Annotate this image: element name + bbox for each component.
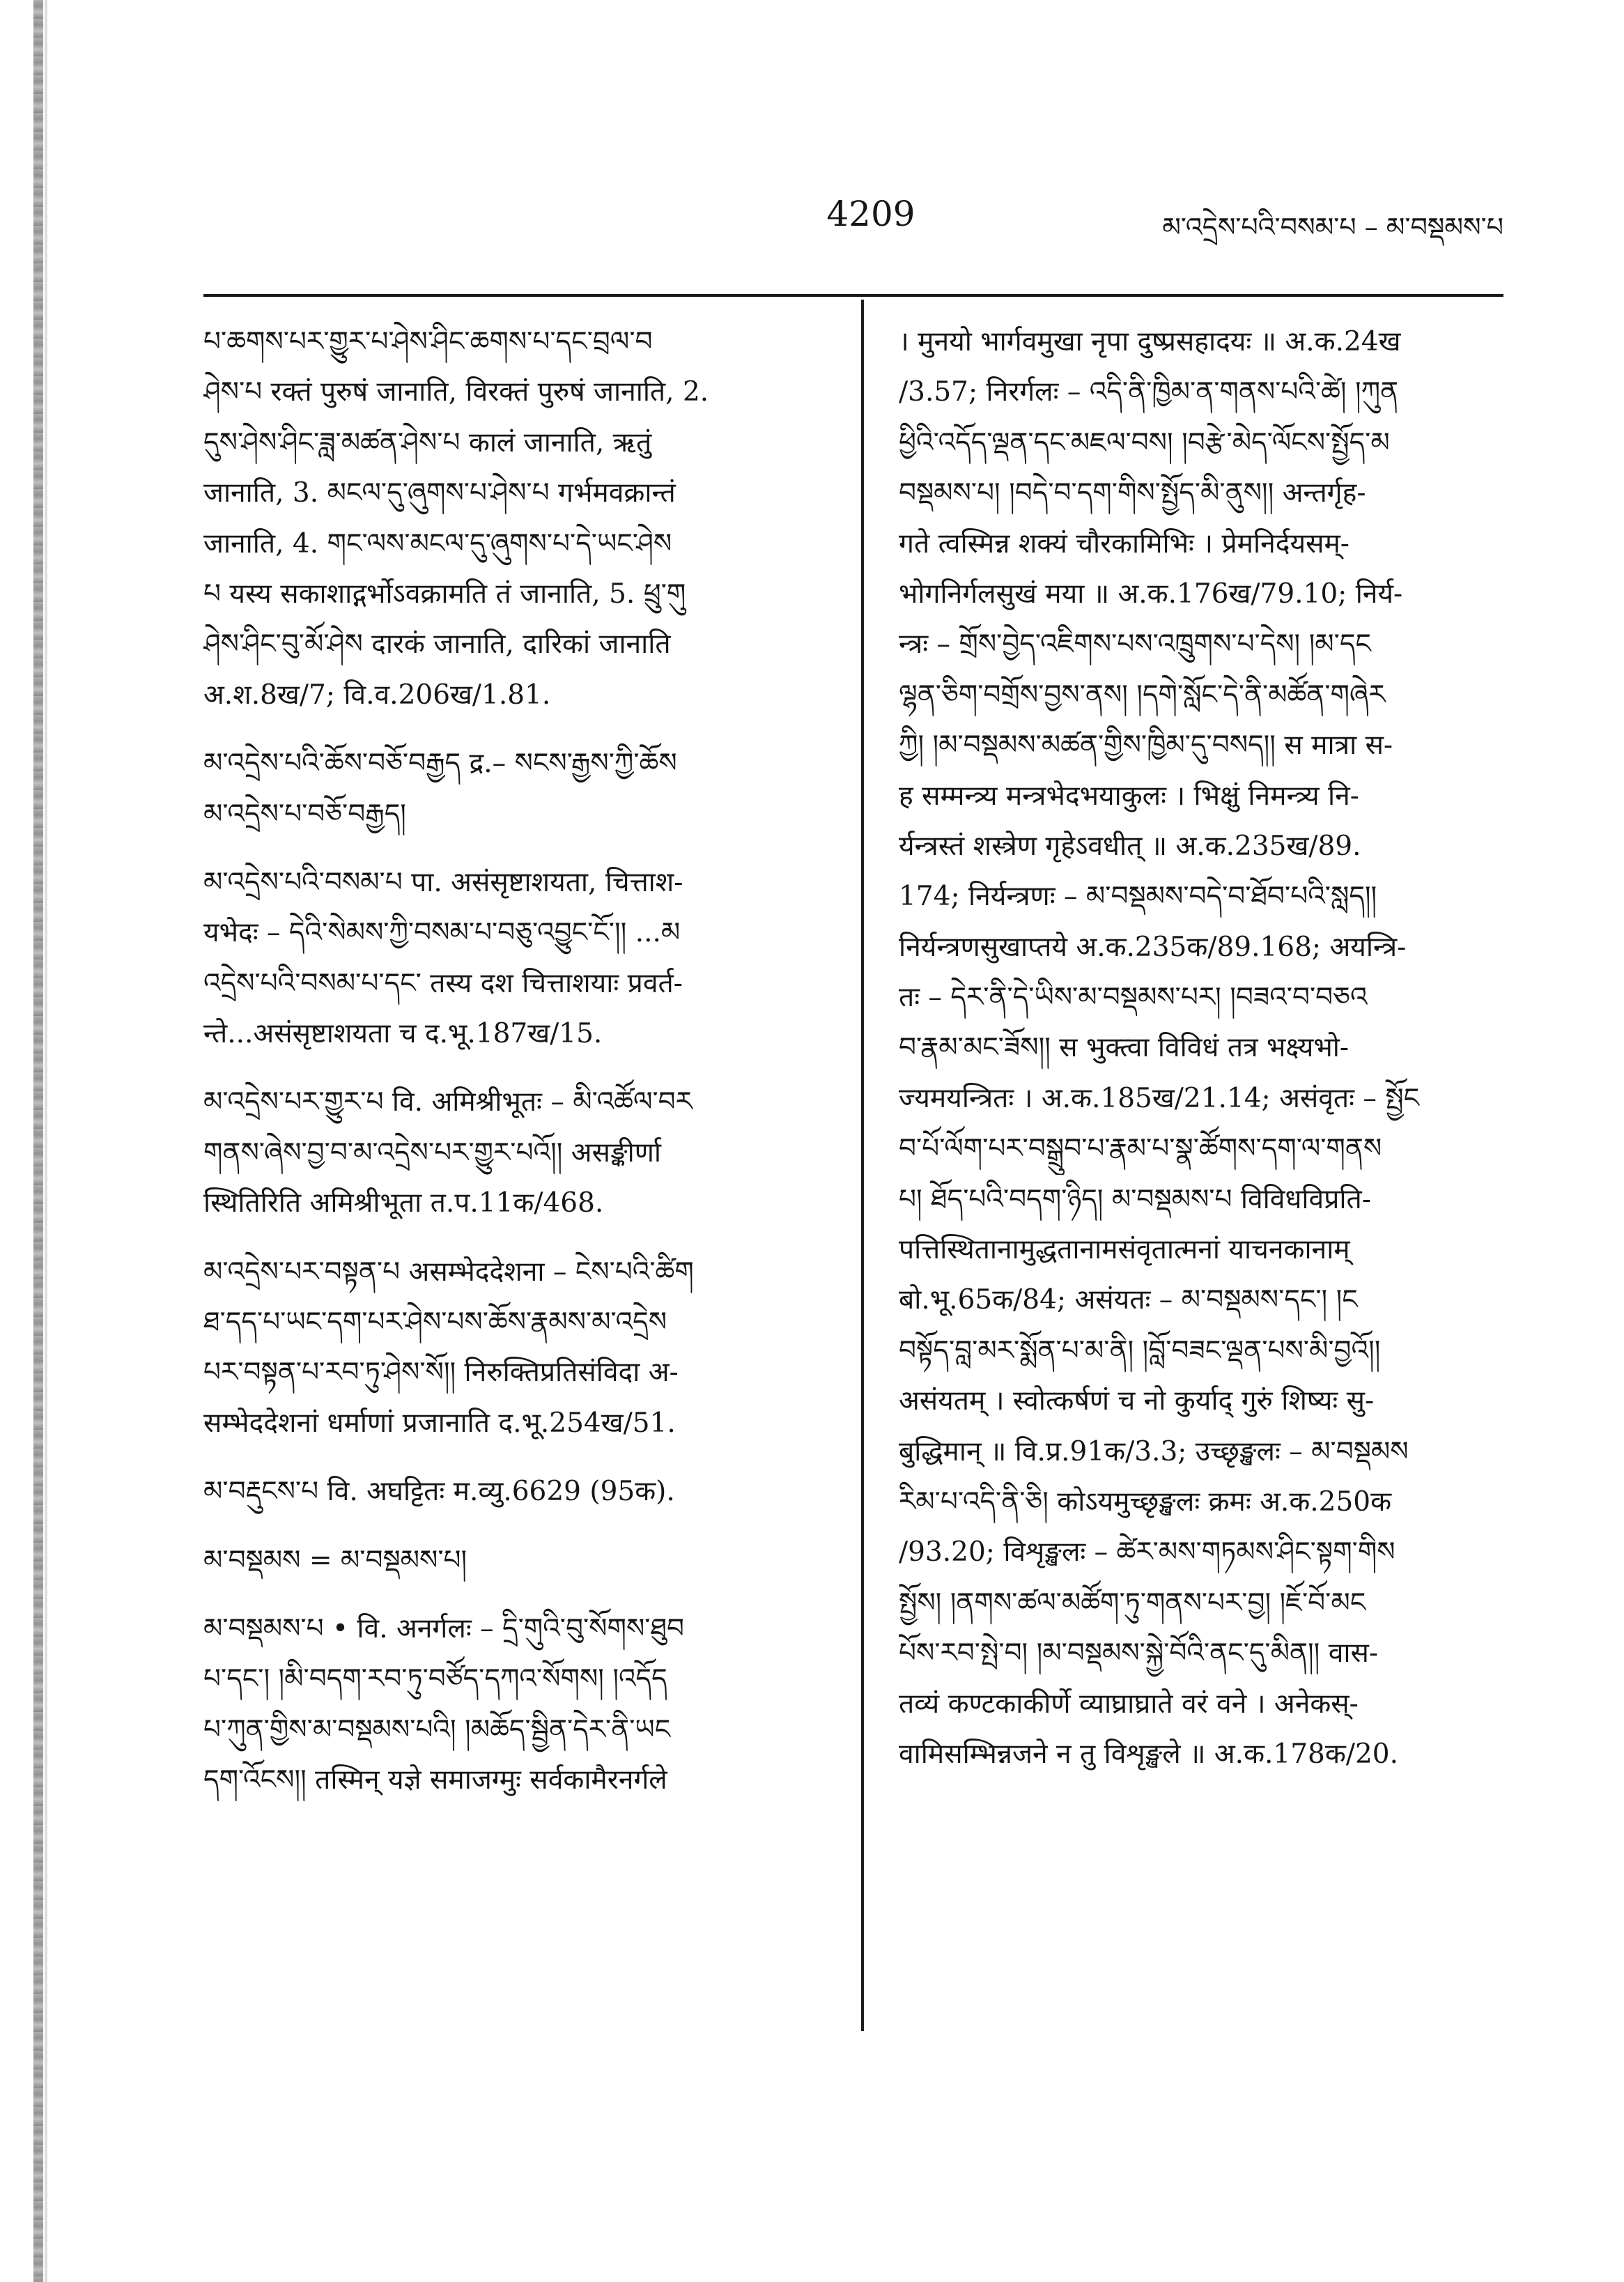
column-divider [861, 300, 864, 2031]
entry-line: མ་འདྲེས་པའི་ཆོས་བཅོ་བརྒྱད द्र.– སངས་རྒྱས་ཀྱི་ཆོས [203, 748, 677, 780]
entry-line: དུས་ཤེས་ཤིང་ཟླ་མཚན་ཤེས་པ कालं जानाति, ऋतुं [203, 426, 652, 458]
entry-line: ह सम्मन्त्र्य मन्त्रभेदभयाकुलः । भिक्षुं निमन्त्र्य नि- [899, 780, 1359, 812]
dictionary-entry [203, 739, 830, 840]
entry-gap [203, 1586, 830, 1604]
dictionary-entry [203, 1247, 830, 1449]
dictionary-entry [203, 1604, 830, 1806]
entry-line: ཐ་དད་པ་ཡང་དག་པར་ཤེས་པས་ཆོས་རྣམས་མ་འདྲེས [203, 1306, 667, 1339]
entry-line: ज्यमयन्त्रितः । अ.क.185ख/21.14; असंवृतः – སྤྱོང [899, 1082, 1420, 1114]
header-rule [203, 294, 1503, 297]
entry-line: स्थितिरिति अमिश्रीभूता त.प.11क/468. [203, 1187, 604, 1219]
entry-line: མ་འདྲེས་པར་བསྟན་པ असम्भेददेशना – ངེས་པའི་ཚིག [203, 1256, 694, 1288]
entry-line: जानाति, 3. མངལ་དུ་ཞུགས་པ་ཤེས་པ गर्भमवक्रान्तं [203, 477, 676, 509]
dictionary-entry [203, 1536, 830, 1586]
entry-line: མ་བསྡམས་པ • वि. अनर्गलः – དྲི་གུའི་བུ་སོགས་ཐུབ [203, 1612, 685, 1644]
entry-line: बो.भू.65क/84; असंयतः – མ་བསྡམས་དང་། །ང [899, 1284, 1358, 1316]
dictionary-entry [899, 317, 1517, 1780]
entry-gap [203, 720, 830, 739]
entry-line: 174; निर्यन्त्रणः – མ་བསྡམས་བདེ་བ་ཐོབ་པའི་སླད།། [899, 881, 1377, 913]
entry-line: बुद्धिमान् ॥ वि.प्र.91क/3.3; उच्छृङ्खलः – མ་བསྡམས [899, 1435, 1409, 1467]
entry-line: པ་ཆགས་པར་གྱུར་པ་ཤེས་ཤིང་ཆགས་པ་དང་བྲལ་བ [203, 326, 653, 357]
entry-line: པ་ཀུན་གྱིས་མ་བསྡམས་པའི། །མཆོད་སྦྱིན་དེར་ནི་ཡང [203, 1713, 671, 1745]
entry-line: ལྷན་ཅིག་བགྲོས་བྱས་ནས། །དགེ་སློང་དེ་ནི་མཚོན་གཞེར [899, 679, 1386, 711]
entry-line: जानाति, 4. གང་ལས་མངལ་དུ་ཞུགས་པ་དེ་ཡང་ཤེས [203, 527, 672, 560]
page-number: 4209 [826, 194, 915, 234]
entry-line: असंयतम् । स्वोत्कर्षणं च नो कुर्याद् गुरुं शिष्यः सु- [899, 1385, 1375, 1417]
entry-line: མ་འདྲེས་པའི་བསམ་པ पा. असंसृष्टाशयता, चित्ताश- [203, 866, 683, 898]
entry-line: न्ते...असंसृष्टाशयता च द.भू.187ख/15. [203, 1018, 603, 1050]
entry-line: /3.57; निरर्गलः – འདི་ནི་ཁྱིམ་ན་གནས་པའི་ཚེ། །ཀུན [899, 376, 1399, 408]
dictionary-entry [203, 317, 830, 720]
entry-line: ཤེས་ཤིང་བུ་མོ་ཤེས दारकं जानाति, दारिकां जानाति [203, 629, 671, 661]
left-column [203, 317, 830, 1806]
entry-line: བ་པོ་ལོག་པར་བསྒྲུབ་པ་རྣམ་པ་སྣ་ཚོགས་དག་ལ་གནས [899, 1133, 1382, 1165]
entry-gap [203, 1059, 830, 1077]
dictionary-entry [203, 858, 830, 1060]
entry-line: བ་རྣམ་མང་ཟོས།། स भुक्त्वा विविधं तत्र भक्ष्यभो- [899, 1032, 1350, 1064]
entry-gap [203, 1229, 830, 1247]
entry-line: । मुनयो भार्गवमुखा नृपा दुष्प्रसहादयः ॥ अ.क.24ख [899, 326, 1401, 357]
entry-line: ཀྱི། །མ་བསྡམས་མཚན་གྱིས་ཁྱིམ་དུ་བསད།། स मात्रा स- [899, 730, 1393, 762]
entry-line: ཕྱིའི་འདོད་ལྡན་དང་མཇལ་བས། །བརྩེ་མེད་ལོངས་སྤྱོད་མ [899, 426, 1390, 458]
entry-line: པ་དང་། །མི་བདག་རབ་ཏུ་བཙོད་དཀའ་སོགས། །འདོད [203, 1663, 667, 1695]
entry-line: བསྟོད་བླ་མར་སྨོན་པ་མ་ནི། །བློ་བཟང་ལྡན་པས་མི་བྱའོ།། [899, 1334, 1381, 1366]
entry-line: वामिसम्भिन्नजने न तु विशृङ्खले ॥ अ.क.178क/20. [899, 1738, 1398, 1770]
entry-line: སྤྱོས། །ནགས་ཚལ་མཚོག་ཏུ་གནས་པར་བྱ། །ཇོ་བོ་མང [899, 1587, 1366, 1619]
entry-line: པར་བསྟན་པ་རབ་ཏུ་ཤེས་སོ།། निरुक्तिप्रतिसंविदा अ- [203, 1357, 679, 1389]
entry-line: गते त्वस्मिन्न शक्यं चौरकामिभिः । प्रेमनिर्दयसम्- [899, 527, 1350, 560]
entry-line: सम्भेददेशनां धर्माणां प्रजानाति द.भू.254ख/51. [203, 1407, 676, 1439]
right-column [899, 317, 1517, 1780]
dictionary-entry [203, 1467, 830, 1517]
entry-line: तव्यं कण्टकाकीर्णे व्याघ्राघ्राते वरं वने । अनेकस्- [899, 1688, 1359, 1720]
entry-line: གནས་ཞེས་བྱ་བ་མ་འདྲེས་པར་གྱུར་པའོ།། असङ्कीर्णा [203, 1136, 662, 1169]
entry-line: र्यन्त्रस्तं शस्त्रेण गृहेऽवधीत् ॥ अ.क.235ख/89. [899, 830, 1361, 862]
entry-line: पत्तिस्थितानामुद्धतानामसंवृतात्मनां याचनकानाम् [899, 1234, 1350, 1266]
entry-line: तः – དེར་ནི་དེ་ཡིས་མ་བསྡམས་པར། །བཟའ་བ་བཅའ [899, 982, 1368, 1014]
entry-line: རིམ་པ་འདི་ནི་ཅི། कोऽयमुच्छृङ्खलः क्रमः अ.क.250क [899, 1486, 1392, 1518]
entry-line: འདྲེས་པའི་བསམ་པ་དང་ तस्य दश चित्ताशयाः प्रवर्त- [203, 967, 683, 999]
running-head: མ་འདྲེས་པའི་བསམ་པ – མ་བསྡམས་པ [1162, 212, 1503, 242]
entry-line: མ་བརྡུངས་པ वि. अघट्टितः म.व्यु.6629 (95क). [203, 1476, 675, 1508]
entry-line: ཤེས་པ रक्तं पुरुषं जानाति, विरक्तं पुरुषं जानाति, 2. [203, 376, 709, 408]
entry-line: अ.श.8ख/7; वि.व.206ख/1.81. [203, 679, 551, 711]
entry-gap [203, 1518, 830, 1536]
entry-line: भोगनिर्गलसुखं मया ॥ अ.क.176ख/79.10; निर्य- [899, 578, 1403, 610]
dictionary-entry [203, 1077, 830, 1228]
entry-line: न्त्रः – གྲོས་བྱེད་འཇིགས་པས་འཁྲུགས་པ་དེས། །མ་དང [899, 629, 1371, 661]
entry-line: པ། ཐོད་པའི་བདག་ཉིད། མ་བསྡམས་པ विविधविप्रति- [899, 1183, 1371, 1215]
entry-line: བསྡམས་པ། །བདེ་བ་དག་གིས་སྤྱོད་མི་ནུས།། अन्तर्गृह- [899, 477, 1366, 509]
entry-gap [203, 1449, 830, 1467]
entry-line: དག་འོངས།། तस्मिन् यज्ञे समाजग्मुः सर्वकामैरनर्गले [203, 1764, 667, 1796]
entry-line: མ་འདྲེས་པ་བཅོ་བརྒྱད། [203, 798, 406, 830]
entry-line: /93.20; विशृङ्खलः – ཚེར་མས་གཏམས་ཤིང་སྟག་གིས [899, 1536, 1395, 1568]
scan-edge-shadow [33, 0, 43, 2282]
entry-line: यभेदः – དེའི་སེམས་ཀྱི་བསམ་པ་བཅུ་འབྱུང་ངོ་།། ...མ [203, 917, 681, 949]
entry-line: པ यस्य सकाशाद्गर्भोऽवक्रामति तं जानाति, 5. ཕྲུ་གུ [203, 578, 686, 610]
entry-line: निर्यन्त्रणसुखाप्तये अ.क.235क/89.168; अयन्त्रि- [899, 931, 1407, 963]
entry-line: མ་བསྡམས = མ་བསྡམས་པ། [203, 1544, 467, 1576]
entry-line: མ་འདྲེས་པར་གྱུར་པ वि. अमिश्रीभूतः – མི་འཚོལ་བར [203, 1086, 693, 1118]
scan-edge-line [45, 0, 47, 2282]
entry-line: པོས་རབ་སྤེ་བ། །མ་བསྡམས་སྐྱེ་བོའི་ནང་དུ་མིན།། वास- [899, 1637, 1379, 1670]
entry-gap [203, 840, 830, 858]
